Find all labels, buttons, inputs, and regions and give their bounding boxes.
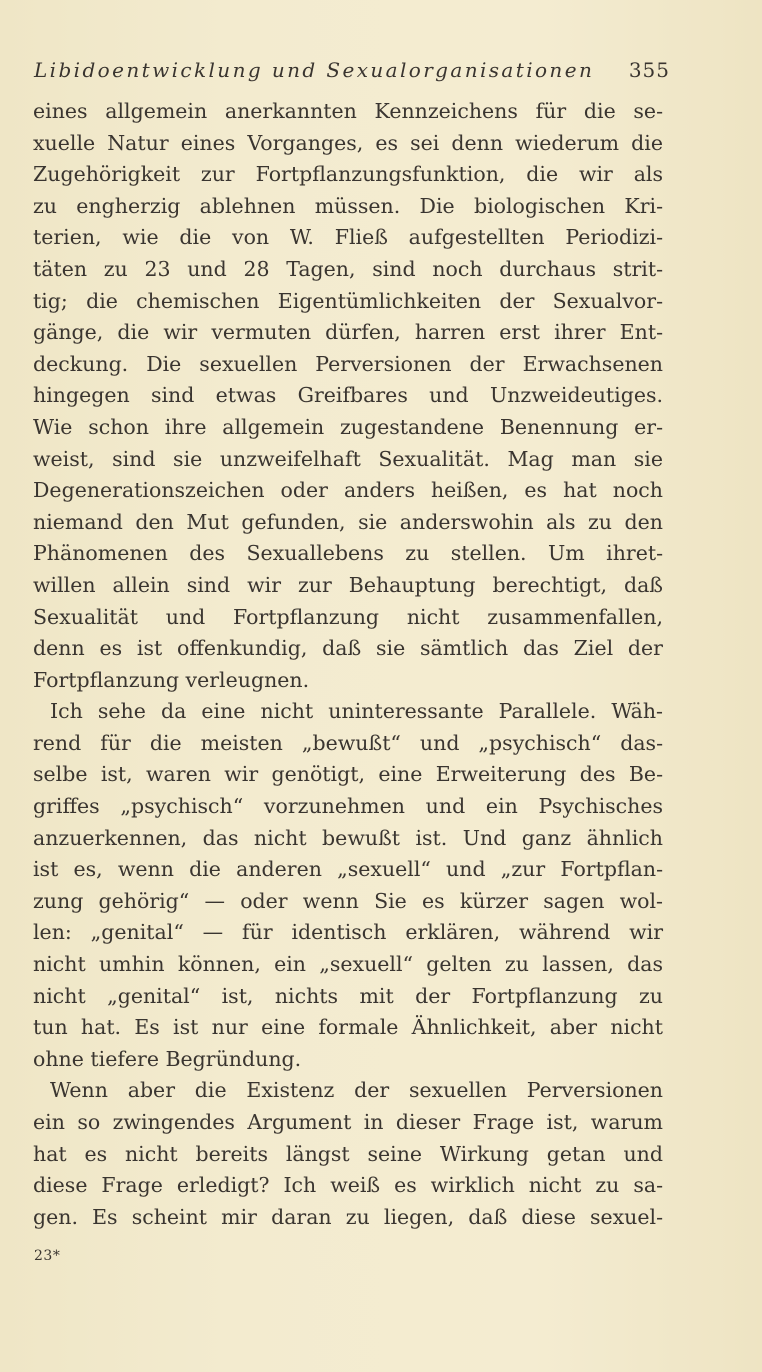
text-line: tig; die chemischen Eigentümlichkeiten der Sexualvor- bbox=[33, 288, 663, 313]
text-line: gen. Es scheint mir daran zu liegen, daß diese sexuel- bbox=[33, 1204, 663, 1229]
paragraph-end-line: ohne tiefere Begründung. bbox=[33, 1046, 302, 1071]
text-line: len: „genital“ — für identisch erklären, während wir bbox=[33, 920, 663, 945]
signature-mark: 23* bbox=[34, 1248, 61, 1264]
text-line: willen allein sind wir zur Behauptung berechtigt, daß bbox=[33, 572, 663, 597]
text-line: zung gehörig“ — oder wenn Sie es kürzer sagen wol- bbox=[33, 888, 663, 913]
text-line: zu engherzig ablehnen müssen. Die biologischen Kri- bbox=[33, 193, 663, 218]
text-line: denn es ist offenkundig, daß sie sämtlich das Ziel der bbox=[33, 636, 663, 661]
running-head bbox=[34, 58, 670, 92]
text-line: terien, wie die von W. Fließ aufgestellten Periodizi- bbox=[33, 225, 663, 250]
text-line: tun hat. Es ist nur eine formale Ähnlichkeit, aber nicht bbox=[33, 1015, 663, 1040]
paragraph-start-line: Wenn aber die Existenz der sexuellen Perversionen bbox=[50, 1078, 663, 1103]
text-line: xuelle Natur eines Vorganges, es sei denn wiederum die bbox=[33, 130, 663, 155]
paragraph-end-line: Fortpflanzung verleugnen. bbox=[33, 667, 310, 692]
text-line: nicht umhin können, ein „sexuell“ gelten zu lassen, das bbox=[33, 952, 663, 977]
running-title: Libidoentwicklung und Sexualorganisationen bbox=[34, 58, 595, 82]
text-line: rend für die meisten „bewußt“ und „psychisch“ das- bbox=[33, 730, 663, 755]
text-line: Wie schon ihre allgemein zugestandene Benennung er- bbox=[33, 414, 663, 439]
text-line: hingegen sind etwas Greifbares und Unzweideutiges. bbox=[33, 383, 663, 408]
text-line: nicht „genital“ ist, nichts mit der Fortpflanzung zu bbox=[33, 983, 663, 1008]
text-line: Zugehörigkeit zur Fortpflanzungsfunktion, die wir als bbox=[33, 162, 663, 187]
text-line: eines allgemein anerkannten Kennzeichens für die se- bbox=[33, 99, 663, 123]
text-line: ist es, wenn die anderen „sexuell“ und „zur Fortpflan- bbox=[33, 857, 663, 882]
page-number: 355 bbox=[628, 58, 670, 82]
text-line: Degenerationszeichen oder anders heißen, es hat noch bbox=[33, 478, 663, 503]
text-line: diese Frage erledigt? Ich weiß es wirklich nicht zu sa- bbox=[33, 1173, 663, 1198]
text-line: ein so zwingendes Argument in dieser Frage ist, warum bbox=[33, 1110, 663, 1134]
text-line: griffes „psychisch“ vorzunehmen und ein Psychisches bbox=[33, 794, 663, 819]
text-line: Phänomenen des Sexuallebens zu stellen. Um ihret- bbox=[33, 541, 663, 566]
text-line: täten zu 23 und 28 Tagen, sind noch durchaus strit- bbox=[33, 256, 663, 281]
text-line: hat es nicht bereits längst seine Wirkung getan und bbox=[33, 1141, 663, 1166]
text-line: Sexualität und Fortpflanzung nicht zusammenfallen, bbox=[33, 604, 663, 629]
text-line: gänge, die wir vermuten dürfen, harren erst ihrer Ent- bbox=[33, 320, 663, 345]
paragraph-start-line: Ich sehe da eine nicht uninteressante Parallele. Wäh- bbox=[50, 699, 663, 724]
body-text bbox=[33, 96, 663, 1233]
text-line: niemand den Mut gefunden, sie anderswohin als zu den bbox=[33, 509, 663, 534]
text-line: weist, sind sie unzweifelhaft Sexualität. Mag man sie bbox=[33, 446, 663, 471]
text-line: anzuerkennen, das nicht bewußt ist. Und ganz ähnlich bbox=[33, 825, 663, 850]
text-line: selbe ist, waren wir genötigt, eine Erweiterung des Be- bbox=[33, 762, 663, 787]
text-line: deckung. Die sexuellen Perversionen der Erwachsenen bbox=[33, 351, 663, 376]
